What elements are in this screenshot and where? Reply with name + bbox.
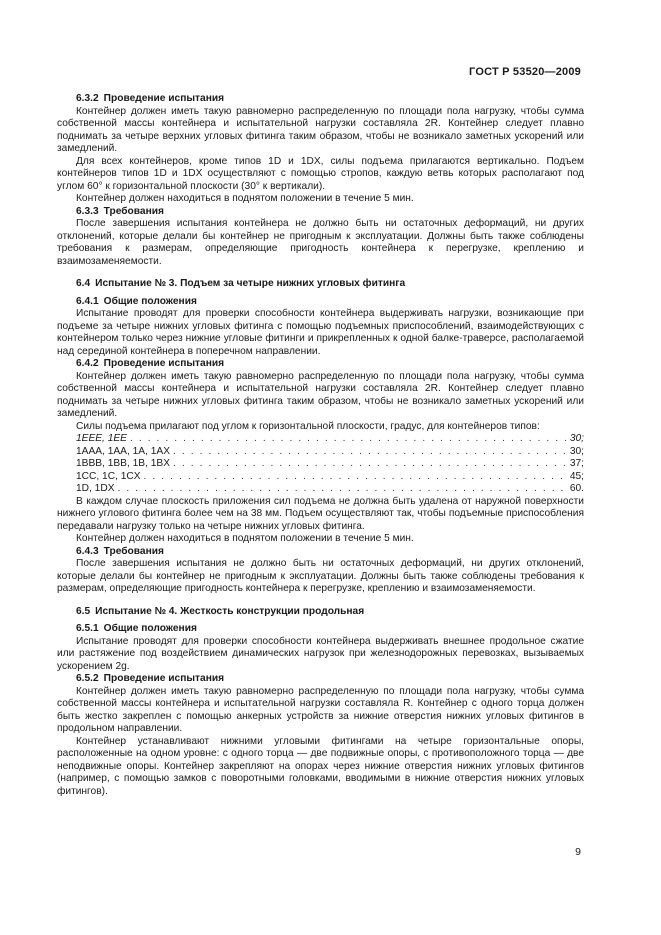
section-number: 6.5: [76, 605, 91, 617]
section-title: Испытание № 4. Жесткость конструкции продольная: [95, 605, 365, 617]
section-heading-6-3-3: [57, 206, 584, 219]
section-number: 6.3.3: [76, 205, 99, 217]
paragraph: Силы подъема прилагают под углом к горизонтальной плоскости, градус, для контейнеров типов:: [76, 420, 540, 432]
section-number: 6.4.3: [76, 545, 99, 557]
paragraph: После завершения испытания контейнера не должно быть ни остаточных деформаций, ни других отклонений, которые делали бы контейнер не пригодным к эксплуатации. Должны быть также соблюдены требования к размерам, определяющие пригодность контейнера к перегрузке, креплению и взаимозаменяемости.: [57, 218, 584, 267]
angle-list-item: [57, 471, 584, 484]
section-title: Общие положения: [103, 295, 197, 307]
section-number: 6.5.2: [76, 673, 99, 684]
paragraph: Контейнер должен иметь такую равномерно распределенную по площади пола нагрузку, чтобы сумма собственной массы контейнера и испытательной нагрузки составляла 2R. Контейнер следует плавно поднимать за четыре нижних угловых фитинга таким образом, чтобы не возникало заметных ускорений или замедлений.: [57, 370, 584, 419]
angle-list-item: [57, 483, 584, 496]
section-heading-6-5: [57, 606, 584, 619]
section-number: 6.4: [76, 278, 91, 289]
leader-dots: [118, 483, 568, 496]
section-title: Испытание № 3. Подъем за четыре нижних угловых фитинга: [95, 278, 406, 289]
section-title: Требования: [103, 205, 164, 217]
section-heading-6-4-1: [57, 296, 584, 309]
angle-list-item: [57, 458, 584, 471]
angle-value: 45;: [569, 470, 584, 482]
angle-list: [57, 433, 584, 496]
leader-dots: [130, 433, 568, 446]
paragraph: После завершения испытания не должно быть ни остаточных деформаций, ни других отклонений, которые делали бы контейнер не пригодным к эксплуатации. Должны быть также соблюдены требования к размерам, определяющие пригодность контейнера к перегрузке, креплению и взаимозаменяемости.: [57, 558, 584, 594]
angle-value: 37;: [569, 458, 584, 469]
container-types: 1BBB, 1BB, 1B, 1BX: [76, 458, 171, 469]
section-number: 6.4.1: [76, 295, 99, 307]
section-heading-6-4: [57, 278, 584, 291]
section-number: 6.5.1: [76, 623, 99, 634]
angle-list-item: [57, 433, 584, 446]
section-heading-6-5-2: [57, 673, 584, 686]
paragraph: Контейнер должен находиться в поднятом положении в течение 5 мин.: [76, 533, 414, 544]
paragraph: Контейнер должен иметь такую равномерно распределенную по площади пола нагрузку, чтобы сумма собственной массы контейнера и испытательной нагрузки составляла 2R. Контейнер следует плавно поднимать за четыре верхних угловых фитинга таким образом, чтобы не возникало заметных ускорений или замедлений.: [57, 105, 584, 154]
paragraph: Для всех контейнеров, кроме типов 1D и 1DX, силы подъема прилагаются вертикально. Подъем контейнеров типов 1D и 1DX осуществляют с помощью стропов, каждую ветвь которых располагают под углом 60° к горизонтальной плоскости (30° к вертикали).: [57, 155, 584, 192]
section-title: Проведение испытания: [103, 673, 225, 684]
section-heading-6-5-1: [57, 623, 584, 636]
section-title: Проведение испытания: [103, 358, 225, 369]
section-title: Требования: [103, 545, 164, 557]
section-heading-6-4-2: [57, 358, 584, 371]
container-types: 1D, 1DX: [76, 483, 115, 494]
section-title: Проведение испытания: [103, 93, 225, 104]
paragraph: Контейнер должен находиться в поднятом положении в течение 5 мин.: [76, 193, 414, 204]
paragraph: Контейнер устанавливают нижними угловыми фитингами на четыре горизонтальные опоры, расположенные на одном уровне: с одного торца — две подвижные опоры, с противоположного торца — две неподвижные опоры. Контейнер закрепляют на опорах через нижние отверстия нижних угловых фитингов (например, с помощью замков с поворотными головками, вводимыми в нижние отверстия нижних угловых фитингов).: [57, 735, 584, 797]
page-number: 9: [575, 846, 581, 858]
angle-value: 60.: [569, 483, 584, 494]
paragraph: В каждом случае плоскость приложения сил подъема не должна быть удалена от наружной поверхности нижнего углового фитинга более чем на 38 мм. Подъем осуществляют так, чтобы подъемные приспособления передавали нагрузку только на четыре нижних угловых фитинга.: [57, 495, 584, 532]
section-title: Общие положения: [103, 623, 197, 634]
section-number: 6.4.2: [76, 358, 99, 369]
paragraph: Испытание проводят для проверки способности контейнера выдерживать нагрузки, возникающие при подъеме за четыре нижних угловых фитинга с помощью подъемных приспособлений, взаимодействующих с контейнером только через нижние угловые фитинги и прикрепленных к одной балке-траверсе, располагаемой над серединой контейнера в поперечном направлении.: [57, 308, 584, 357]
angle-value: 30;: [569, 433, 584, 444]
angle-list-item: [57, 446, 584, 459]
paragraph: Испытание проводят для проверки способности контейнера выдерживать внешнее продольное сжатие или растяжение под воздействием динамических нагрузок при железнодорожных перевозках, вызываемых ускорением 2g.: [57, 635, 584, 672]
leader-dots: [173, 446, 568, 459]
section-heading-6-3-2: [57, 93, 584, 106]
container-types: 1CC, 1C, 1CX: [76, 470, 141, 482]
standard-header: ГОСТ Р 53520—2009: [469, 66, 581, 78]
paragraph: Контейнер должен иметь такую равномерно распределенную по площади пола нагрузку, чтобы сумма собственной массы контейнера и испытательной нагрузки составляла R. Контейнер с одного торца должен быть жестко закреплен с помощью анкерных устройств за нижние отверстия нижних угловых фитингов в продольном направлении.: [57, 685, 584, 734]
container-types: 1AAA, 1AA, 1A, 1AX: [76, 445, 171, 457]
angle-value: 30;: [569, 445, 584, 457]
leader-dots: [173, 458, 568, 471]
leader-dots: [144, 471, 568, 484]
container-types: 1EEE, 1EE: [76, 433, 127, 444]
section-number: 6.3.2: [76, 93, 99, 104]
section-heading-6-4-3: [57, 546, 584, 559]
page-content: [57, 93, 584, 798]
